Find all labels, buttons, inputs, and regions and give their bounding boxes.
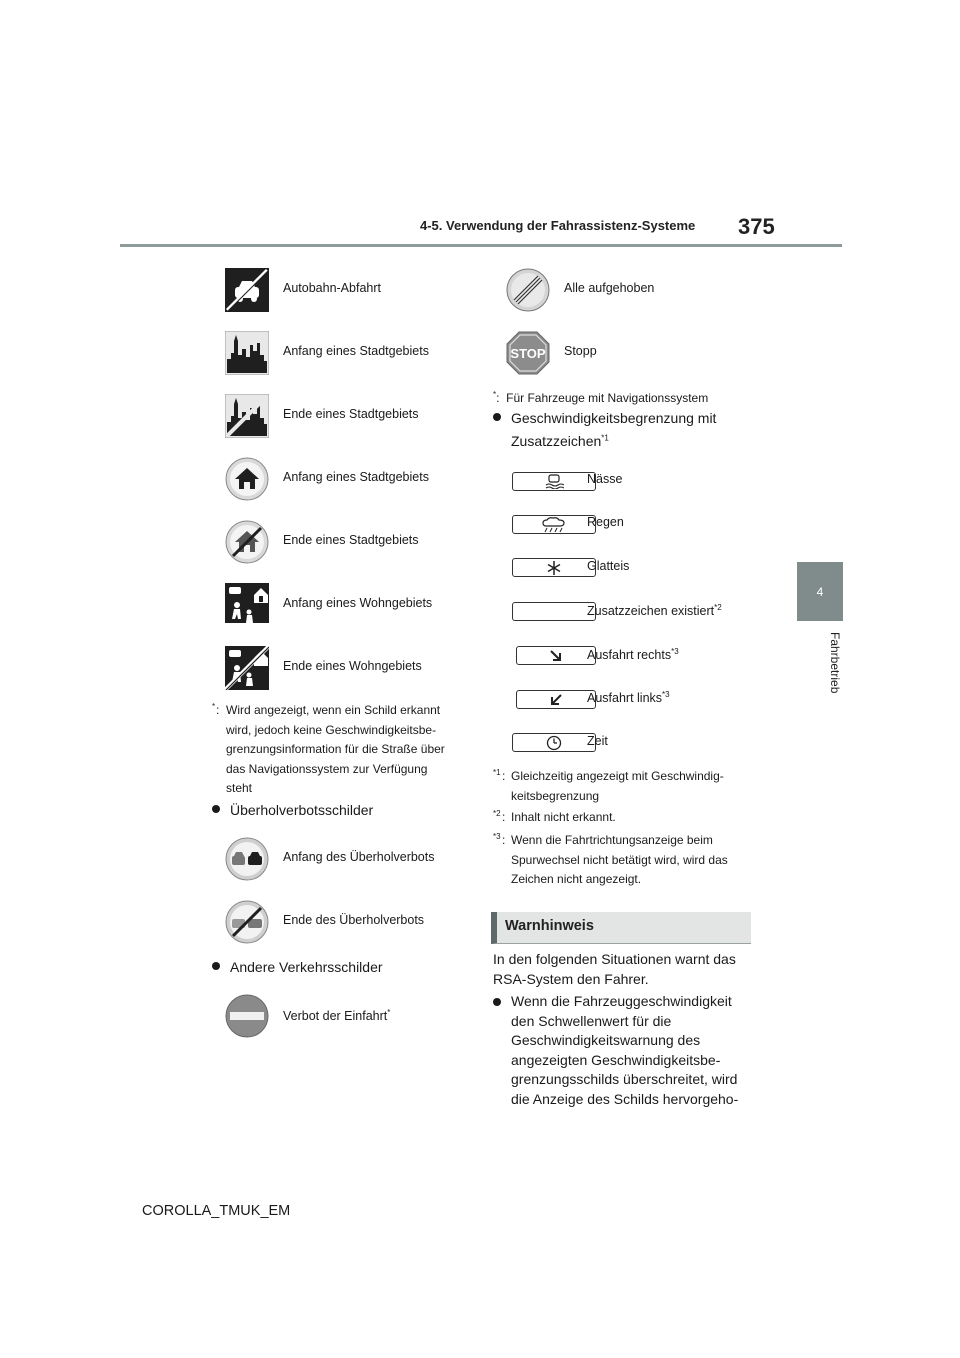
sign-label: Anfang eines Wohngebiets (283, 596, 433, 610)
sign-label: Alle aufgehoben (564, 281, 655, 295)
plate-label: Glatteis (587, 559, 630, 573)
stop-sign-icon (506, 331, 550, 375)
residential-end-icon (225, 646, 269, 690)
plate-label: Ausfahrt links$^{*3}$ (587, 690, 670, 706)
stop-sign-text: STOP (510, 346, 546, 361)
chapter-number: 4 (816, 584, 824, 599)
page-number: 375 (738, 214, 775, 239)
plate-label: Ausfahrt rechts$^{*3}$ (587, 647, 679, 663)
warning-bullet: Wenn die Fahrzeuggeschwindigkeit den Schwellenwert für die Geschwindigkeitswarnung des angezeigten Geschwindigkeitsbe- grenzungsschilds überschreitet, wird die Anzeige des Schilds hervorgeho- (493, 992, 753, 1109)
right-footnote: *: Für Fahrzeuge mit Navigationssystem (493, 390, 709, 405)
sign-label: Stopp (564, 344, 597, 358)
plate-label: Zeit (587, 734, 608, 748)
arrow-down-left-icon (516, 690, 596, 709)
house-icon (225, 457, 269, 501)
left-footnote: * : Wird angezeigt, wenn ein Schild erkannt wird, jedoch keine Geschwindigkeitsbe- grenzungsinformation für die Straße über das Navigationssystem zur Verfügung steht (212, 701, 470, 799)
no-entry-icon (225, 994, 269, 1038)
house-end-icon (225, 520, 269, 564)
sign-label: Anfang des Überholverbots (283, 850, 435, 864)
city-end-icon (225, 394, 269, 438)
plate-label: Regen (587, 515, 624, 529)
warning-box (491, 912, 751, 944)
sign-label: Autobahn-Abfahrt (283, 281, 381, 295)
blank-plate-icon (512, 602, 596, 621)
footnote-3: *3 : Wenn die Fahrtrichtungsanzeige beim Spurwechsel nicht betätigt wird, wird das Zeichen nicht angezeigt. (493, 832, 728, 886)
note-line: das Navigationssystem zur Verfügung (226, 761, 428, 776)
clock-icon (512, 733, 596, 752)
sign-label: Ende eines Stadtgebiets (283, 407, 419, 421)
sign-label: Ende des Überholverbots (283, 913, 425, 927)
supplementary-heading-cont: Zusatzzeichen$^{*1}$ (511, 433, 609, 449)
warning-title: Warnhinweis (505, 918, 594, 934)
wet-road-icon (512, 472, 596, 491)
warning-intro: In den folgenden Situationen warnt das RSA-System den Fahrer. (493, 951, 736, 987)
note-line: wird, jedoch keine Geschwindigkeitsbe- (226, 722, 437, 737)
footnote-2: *2 : Inhalt nicht erkannt. (493, 809, 616, 824)
header-rule (120, 244, 842, 247)
city-start-icon (225, 331, 269, 375)
note-line: grenzungsinformation für die Straße über (226, 742, 445, 756)
sign-label: Verbot der Einfahrt* (283, 1008, 391, 1024)
note-line: steht (226, 781, 253, 795)
overtaking-heading: Überholverbotsschilder (212, 802, 373, 818)
no-overtaking-end-icon (225, 900, 269, 944)
arrow-down-right-icon (516, 646, 596, 665)
section-title: 4-5. Verwendung der Fahrassistenz-Systeme (420, 218, 696, 233)
plate-label: Zusatzzeichen existiert$^{*2}$ (587, 603, 722, 619)
chapter-label-text: Fahrbetrieb (828, 632, 842, 694)
sign-label: Ende eines Stadtgebiets (283, 533, 419, 547)
supplementary-heading: Geschwindigkeitsbegrenzung mit (493, 410, 716, 426)
residential-start-icon (225, 583, 269, 627)
chapter-side-label (828, 632, 844, 712)
sign-label: Anfang eines Stadtgebiets (283, 344, 429, 358)
chapter-tab (797, 562, 843, 621)
sign-label: Ende eines Wohngebiets (283, 659, 422, 673)
highway-exit-icon (225, 268, 269, 312)
footer-code: COROLLA_TMUK_EM (142, 1203, 291, 1219)
all-restrictions-end-icon (506, 268, 550, 312)
rain-cloud-icon (512, 515, 596, 534)
other-signs-heading: Andere Verkehrsschilder (212, 959, 383, 975)
note-line: Wird angezeigt, wenn ein Schild erkannt (226, 703, 441, 717)
snowflake-icon (512, 558, 596, 577)
plate-label: Nässe (587, 472, 623, 486)
footnote-1: *1 : Gleichzeitig angezeigt mit Geschwindig- keitsbegrenzung (493, 768, 724, 803)
footnote-marker: * (493, 390, 497, 399)
note-text: Für Fahrzeuge mit Navigationssystem (506, 391, 709, 405)
no-overtaking-icon (225, 837, 269, 881)
footnote-marker: * (212, 702, 216, 711)
sign-label: Anfang eines Stadtgebiets (283, 470, 429, 484)
